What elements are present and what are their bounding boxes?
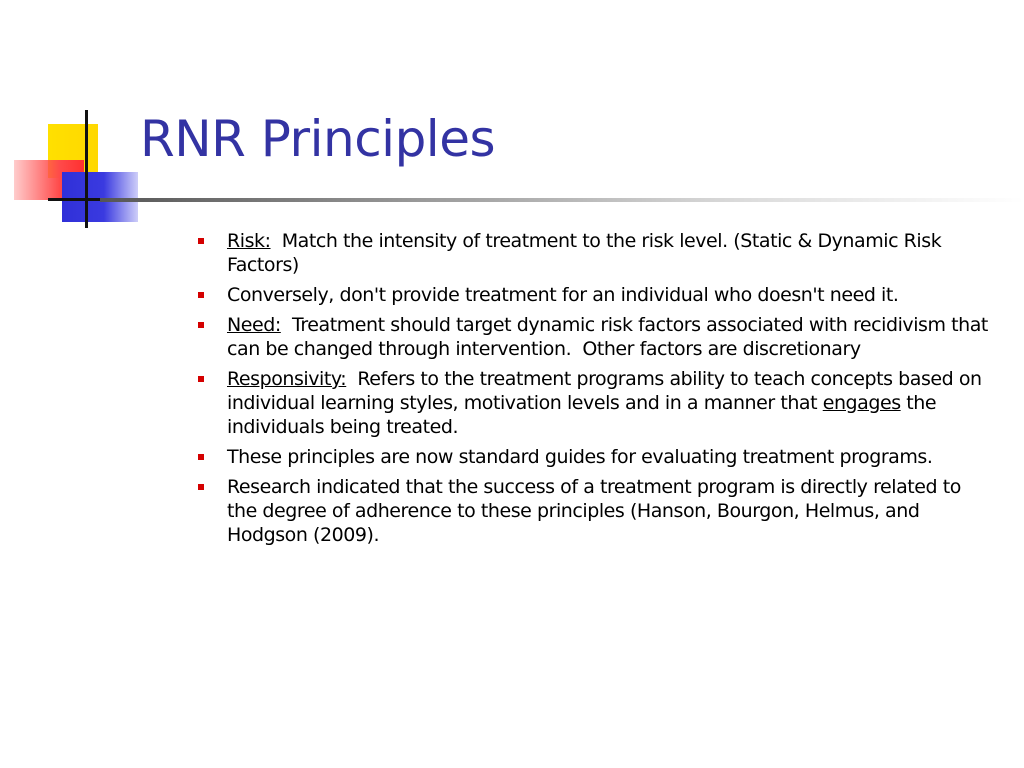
bullet-marker-icon	[198, 238, 204, 244]
bullet-label: Need:	[227, 314, 281, 336]
bullet-label: Risk:	[227, 230, 271, 252]
decoration-blue-square	[62, 172, 138, 222]
bullet-conversely	[198, 283, 988, 307]
bullet-text: Match the intensity of treatment to the risk level. (Static & Dynamic Risk Factors)	[227, 230, 947, 276]
bullet-text: the individuals being treated.	[227, 392, 937, 438]
bullet-marker-icon	[198, 454, 204, 460]
bullet-text: Conversely, don't provide treatment for an individual who doesn't need it.	[227, 284, 899, 306]
bullet-label: Responsivity:	[227, 368, 347, 390]
bullet-list	[198, 229, 994, 553]
bullet-marker-icon	[198, 484, 204, 490]
bullet-marker-icon	[198, 322, 204, 328]
bullet-research	[198, 475, 988, 547]
slide-title: RNR Principles	[140, 110, 496, 168]
bullet-text: Research indicated that the success of a treatment program is directly related to the degree of adherence to these principles (Hanson, Bourgon, Helmus, and Hodgson (2009).	[227, 476, 961, 546]
bullet-marker-icon	[198, 376, 204, 382]
bullet-marker-icon	[198, 292, 204, 298]
title-underline-rule	[100, 198, 1024, 202]
bullet-text: Refers to the treatment programs ability to teach concepts based on individual learning styles, motivation levels and in a manner that	[227, 368, 988, 414]
decoration-vertical-line	[85, 110, 88, 228]
bullet-need	[198, 313, 994, 361]
bullet-risk	[198, 229, 988, 277]
bullet-text: These principles are now standard guides for evaluating treatment programs.	[227, 446, 933, 468]
bullet-text: Treatment should target dynamic risk factors associated with recidivism that can be changed through intervention. Other factors are discretionary	[227, 314, 994, 360]
corner-decoration	[0, 0, 160, 240]
bullet-responsivity	[198, 367, 988, 439]
bullet-standard-guides	[198, 445, 988, 469]
bullet-emphasis: engages	[822, 392, 901, 414]
